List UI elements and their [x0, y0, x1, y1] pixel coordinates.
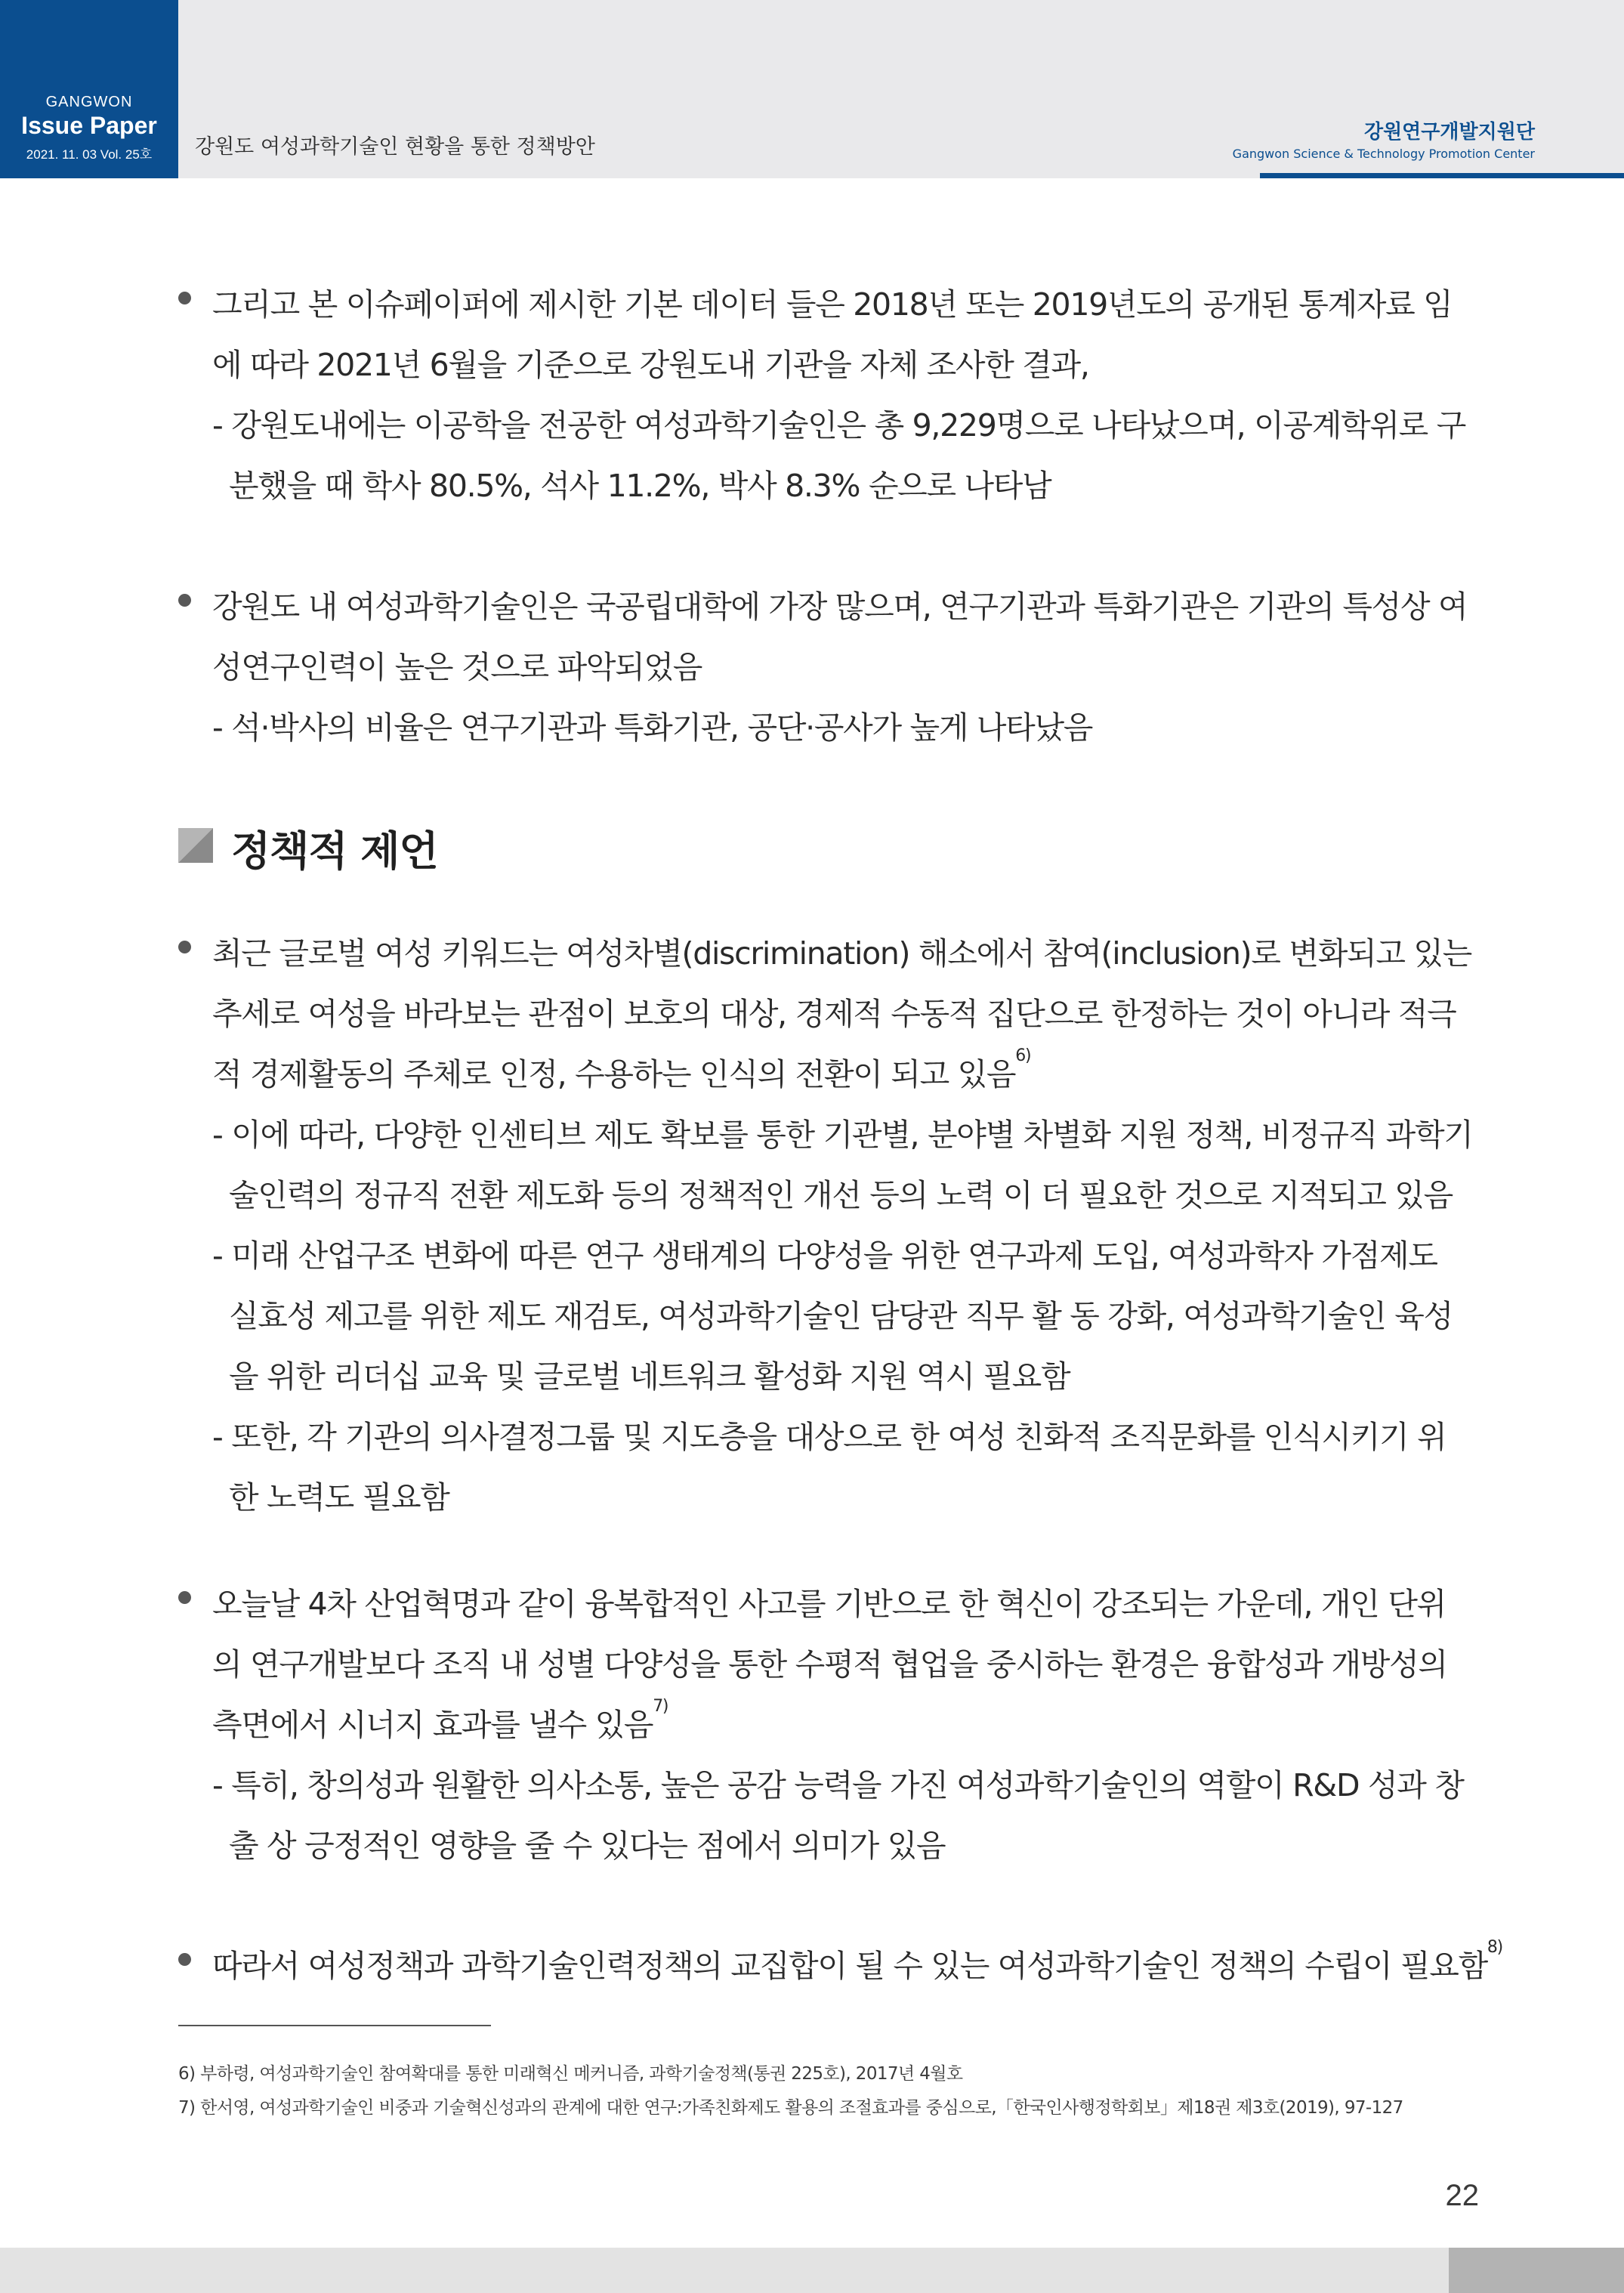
paragraph-line: 그리고 본 이슈페이퍼에 제시한 기본 데이터 들은 2018년 또는 2019년도의 공개된 통계자료 임 [212, 286, 1453, 323]
header-accent-line [1260, 173, 1624, 178]
brand-title: Issue Paper [21, 112, 157, 139]
issue-date: 2021. 11. 03 Vol. 25호 [26, 147, 153, 162]
bullet-dot [178, 1953, 191, 1966]
sub-item-line: - 강원도내에는 이공학을 전공한 여성과학기술인은 총 9,229명으로 나타났으며, 이공계학위로 구 [212, 407, 1466, 443]
brand-small-label: GANGWON [45, 94, 133, 110]
paragraph-line: 오늘날 4차 산업혁명과 같이 융복합적인 사고를 기반으로 한 혁신이 강조되는 가운데, 개인 단위 [212, 1586, 1446, 1622]
footnote-7: 7) 한서영, 여성과학기술인 비중과 기술혁신성과의 관계에 대한 연구:가족친화제도 활용의 조절효과를 중심으로,「한국인사행정학회보」제18권 제3호(2019), 97-127 [178, 2098, 1403, 2118]
issue-paper-brand [0, 0, 178, 178]
paragraph-line: 의 연구개발보다 조직 내 성별 다양성을 통한 수평적 협업을 중시하는 환경은 융합성과 개방성의 [212, 1646, 1447, 1683]
section-square-icon [178, 828, 213, 863]
footnote-ref: 7) [653, 1697, 668, 1716]
bullet-dot [178, 594, 191, 607]
paragraph-line: 추세로 여성을 바라보는 관점이 보호의 대상, 경제적 수동적 집단으로 한정하는 것이 아니라 적극 [212, 996, 1456, 1032]
paragraph-line: 최근 글로벌 여성 키워드는 여성차별(discrimination) 해소에서 참여(inclusion)로 변화되고 있는 [212, 935, 1471, 972]
sub-item-line: - 또한, 각 기관의 의사결정그룹 및 지도층을 대상으로 한 여성 친화적 조직문화를 인식시키기 위 [212, 1419, 1446, 1455]
sub-item-line: - 이에 따라, 다양한 인센티브 제도 확보를 통한 기관별, 분야별 차별화 지원 정책, 비정규직 과학기 [212, 1117, 1473, 1153]
paragraph-line [212, 1938, 1502, 1986]
sub-item-line: 출 상 긍정적인 영향을 줄 수 있다는 점에서 의미가 있음 [229, 1828, 946, 1864]
sub-item-line: 술인력의 정규직 전환 제도화 등의 정책적인 개선 등의 노력 이 더 필요한 것으로 지적되고 있음 [229, 1177, 1453, 1213]
sub-item-line: - 미래 산업구조 변화에 따른 연구 생태계의 다양성을 위한 연구과제 도입, 여성과학자 가점제도 [212, 1238, 1437, 1274]
sub-item-line: 실효성 제고를 위한 제도 재검토, 여성과학기술인 담당관 직무 활 동 강화, 여성과학기술인 육성 [229, 1298, 1453, 1334]
paragraph-line [212, 1697, 668, 1744]
section-title: 정책적 제언 [231, 827, 438, 875]
paragraph-line: 성연구인력이 높은 것으로 파악되었음 [212, 649, 702, 685]
bullet-dot [178, 1591, 191, 1604]
paragraph-line: 에 따라 2021년 6월을 기준으로 강원도내 기관을 자체 조사한 결과, [212, 347, 1089, 383]
document-title: 강원도 여성과학기술인 현황을 통한 정책방안 [195, 135, 595, 159]
organization-name-kr: 강원연구개발지원단 [1363, 121, 1535, 144]
sub-item-line: - 특히, 창의성과 원활한 의사소통, 높은 공감 능력을 가진 여성과학기술인의 역할이 R&D 성과 창 [212, 1767, 1464, 1803]
paragraph-line: 강원도 내 여성과학기술인은 국공립대학에 가장 많으며, 연구기관과 특화기관은 기관의 특성상 여 [212, 589, 1468, 625]
footnote-ref: 6) [1015, 1046, 1031, 1065]
sub-item-line: 을 위한 리더십 교육 및 글로벌 네트워크 활성화 지원 역시 필요함 [229, 1358, 1070, 1395]
bullet-dot [178, 292, 191, 304]
paragraph-text: 따라서 여성정책과 과학기술인력정책의 교집합이 될 수 있는 여성과학기술인 정책의 수립이 필요함 [212, 1948, 1487, 1984]
footer-bar [0, 2248, 1449, 2293]
footnote-divider [178, 2025, 491, 2026]
paragraph-text: 측면에서 시너지 효과를 낼수 있음 [212, 1707, 653, 1743]
page-header [0, 0, 1624, 178]
paragraph-text: 적 경제활동의 주체로 인정, 수용하는 인식의 전환이 되고 있음 [212, 1056, 1016, 1092]
sub-item-line: - 석·박사의 비율은 연구기관과 특화기관, 공단·공사가 높게 나타났음 [212, 709, 1093, 746]
sub-item-line: 한 노력도 필요함 [229, 1479, 449, 1516]
footer-bar-accent [1449, 2248, 1624, 2293]
bullet-dot [178, 941, 191, 953]
sub-item-line: 분했을 때 학사 80.5%, 석사 11.2%, 박사 8.3% 순으로 나타남 [229, 468, 1051, 504]
page-number: 22 [1445, 2179, 1479, 2212]
paragraph-line [212, 1046, 1031, 1094]
organization-name-en: Gangwon Science & Technology Promotion Center [1232, 147, 1535, 161]
footnote-6: 6) 부하령, 여성과학기술인 참여확대를 통한 미래혁신 메커니즘, 과학기술정책(통권 225호), 2017년 4월호 [178, 2064, 963, 2084]
footnote-ref: 8) [1487, 1938, 1502, 1957]
